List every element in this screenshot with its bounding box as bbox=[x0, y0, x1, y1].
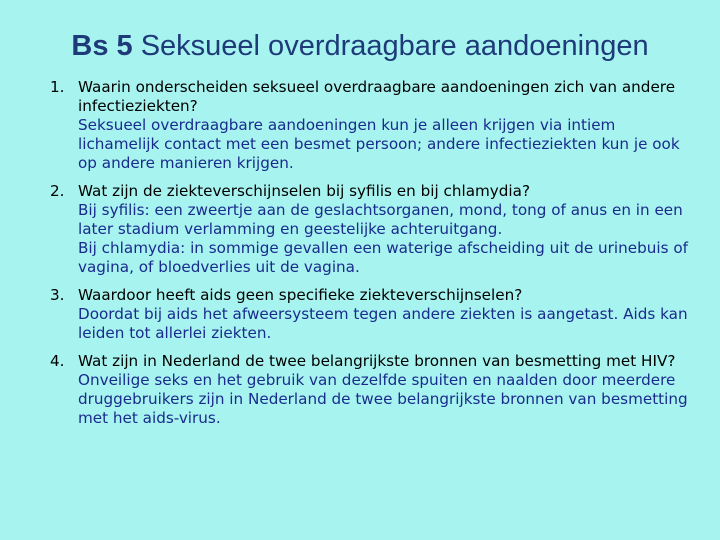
answer-text: Bij chlamydia: in sommige gevallen een waterige afscheiding uit de urinebuis of vagina, of bloedverlies uit de vagina. bbox=[78, 239, 688, 276]
question-body bbox=[78, 78, 690, 173]
question-number: 2. bbox=[50, 182, 65, 200]
question-body bbox=[78, 352, 690, 428]
answer-text: Seksueel overdraagbare aandoeningen kun je alleen krijgen via intiem lichamelijk contact met een besmet persoon; andere infectieziekten kun je ook op andere manieren krijgen. bbox=[78, 116, 680, 172]
answer-text: Onveilige seks en het gebruik van dezelfde spuiten en naalden door meerdere druggebruikers zijn in Nederland de twee belangrijkste bronnen van besmetting met het aids-virus. bbox=[78, 371, 688, 427]
answer-text: Bij syfilis: een zweertje aan de geslachtsorganen, mond, tong of anus en in een later stadium verlamming en geestelijke achteruitgang. bbox=[78, 201, 683, 238]
question-body bbox=[78, 286, 690, 343]
question-body bbox=[78, 182, 690, 277]
question-item bbox=[50, 352, 690, 428]
answer-text: Doordat bij aids het afweersysteem tegen andere ziekten is aangetast. Aids kan leiden tot allerlei ziekten. bbox=[78, 305, 688, 342]
question-number: 1. bbox=[50, 78, 65, 96]
question-text: Waardoor heeft aids geen specifieke ziekteverschijnselen? bbox=[78, 286, 523, 304]
question-number: 4. bbox=[50, 352, 65, 370]
slide-title bbox=[0, 30, 720, 63]
question-text: Wat zijn de ziekteverschijnselen bij syfilis en bij chlamydia? bbox=[78, 182, 531, 200]
question-item bbox=[50, 182, 690, 277]
slide-title-text: Seksueel overdraagbare aandoeningen bbox=[140, 30, 649, 62]
question-item bbox=[50, 78, 690, 173]
question-text: Wat zijn in Nederland de twee belangrijkste bronnen van besmetting met HIV? bbox=[78, 352, 676, 370]
question-number: 3. bbox=[50, 286, 65, 304]
question-item bbox=[50, 286, 690, 343]
question-text: Waarin onderscheiden seksueel overdraagbare aandoeningen zich van andere infectieziekten? bbox=[78, 78, 676, 115]
question-list bbox=[50, 78, 690, 437]
slide-title-prefix: Bs 5 bbox=[71, 30, 133, 62]
